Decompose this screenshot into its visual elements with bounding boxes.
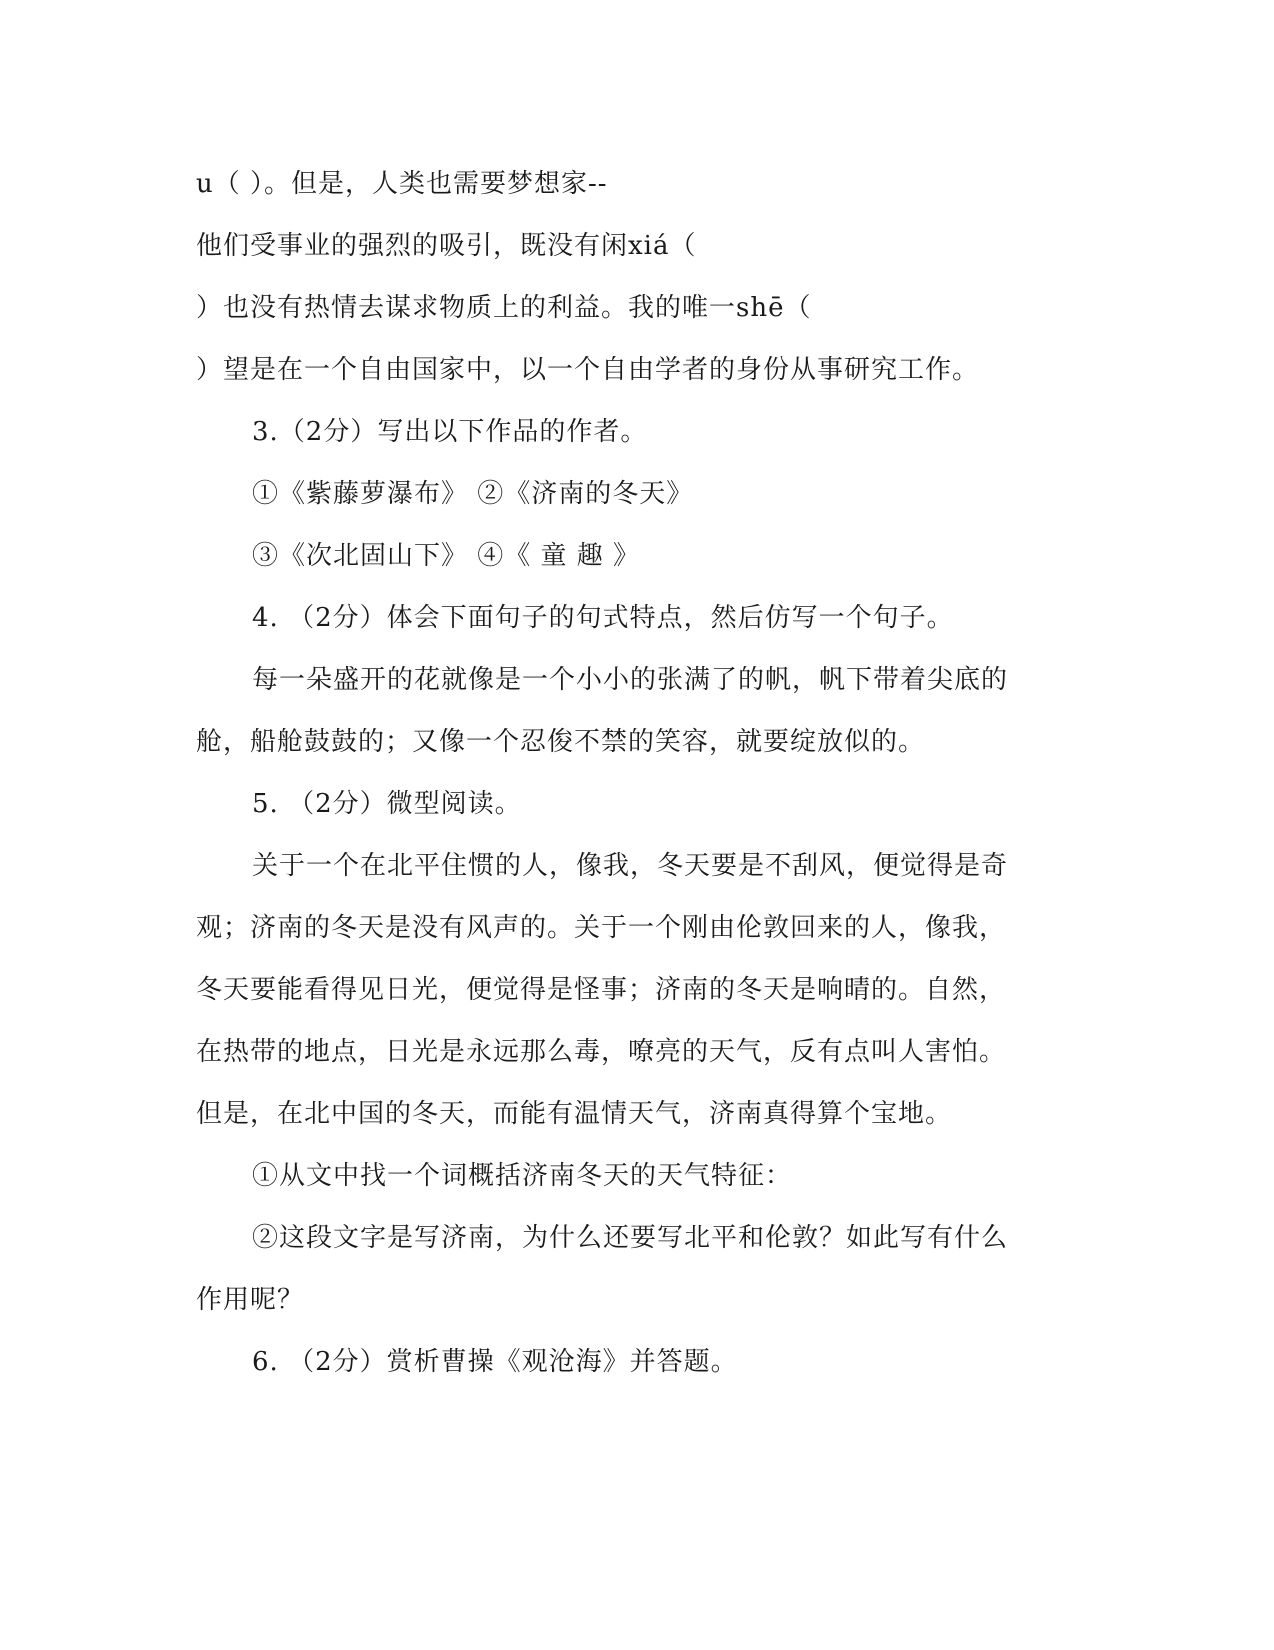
sub-question-2: ②这段文字是写济南，为什么还要写北平和伦敦？如此写有什么: [252, 1223, 1009, 1253]
question-3-items-row-1: ①《紫藤萝瀑布》 ②《济南的冬天》: [252, 479, 694, 509]
text-line: 作用呢？: [196, 1285, 305, 1315]
question-6-heading: 6. （2分）赏析曹操《观沧海》并答题。: [252, 1347, 738, 1377]
text-line: 关于一个在北平住惯的人，像我，冬天要是不刮风，便觉得是奇: [252, 851, 1009, 881]
text-line: ）也没有热情去谋求物质上的利益。我的唯一shē（: [196, 293, 812, 323]
question-4-heading: 4. （2分）体会下面句子的句式特点，然后仿写一个句子。: [252, 603, 954, 633]
text-line: u（ ）。但是，人类也需要梦想家--: [196, 169, 608, 199]
question-3-items-row-2: ③《次北固山下》 ④《 童 趣 》: [252, 541, 641, 571]
text-line: 他们受事业的强烈的吸引，既没有闲xiá（: [196, 231, 697, 261]
text-line: 每一朵盛开的花就像是一个小小的张满了的帆，帆下带着尖底的: [252, 665, 1009, 695]
sub-question-1: ①从文中找一个词概括济南冬天的天气特征：: [252, 1161, 793, 1191]
text-line: 舱，船舱鼓鼓的；又像一个忍俊不禁的笑容，就要绽放似的。: [196, 727, 926, 757]
text-line: 观；济南的冬天是没有风声的。关于一个刚由伦敦回来的人，像我，: [196, 913, 1007, 943]
text-line: 在热带的地点，日光是永远那么毒，嘹亮的天气，反有点叫人害怕。: [196, 1037, 1007, 1067]
text-line: ）望是在一个自由国家中，以一个自由学者的身份从事研究工作。: [196, 355, 980, 385]
text-line: 但是，在北中国的冬天，而能有温情天气，济南真得算个宝地。: [196, 1099, 953, 1129]
question-3-heading: 3.（2分）写出以下作品的作者。: [252, 417, 648, 447]
question-5-heading: 5. （2分）微型阅读。: [252, 789, 522, 819]
text-line: 冬天要能看得见日光，便觉得是怪事；济南的冬天是响晴的。自然，: [196, 975, 1007, 1005]
